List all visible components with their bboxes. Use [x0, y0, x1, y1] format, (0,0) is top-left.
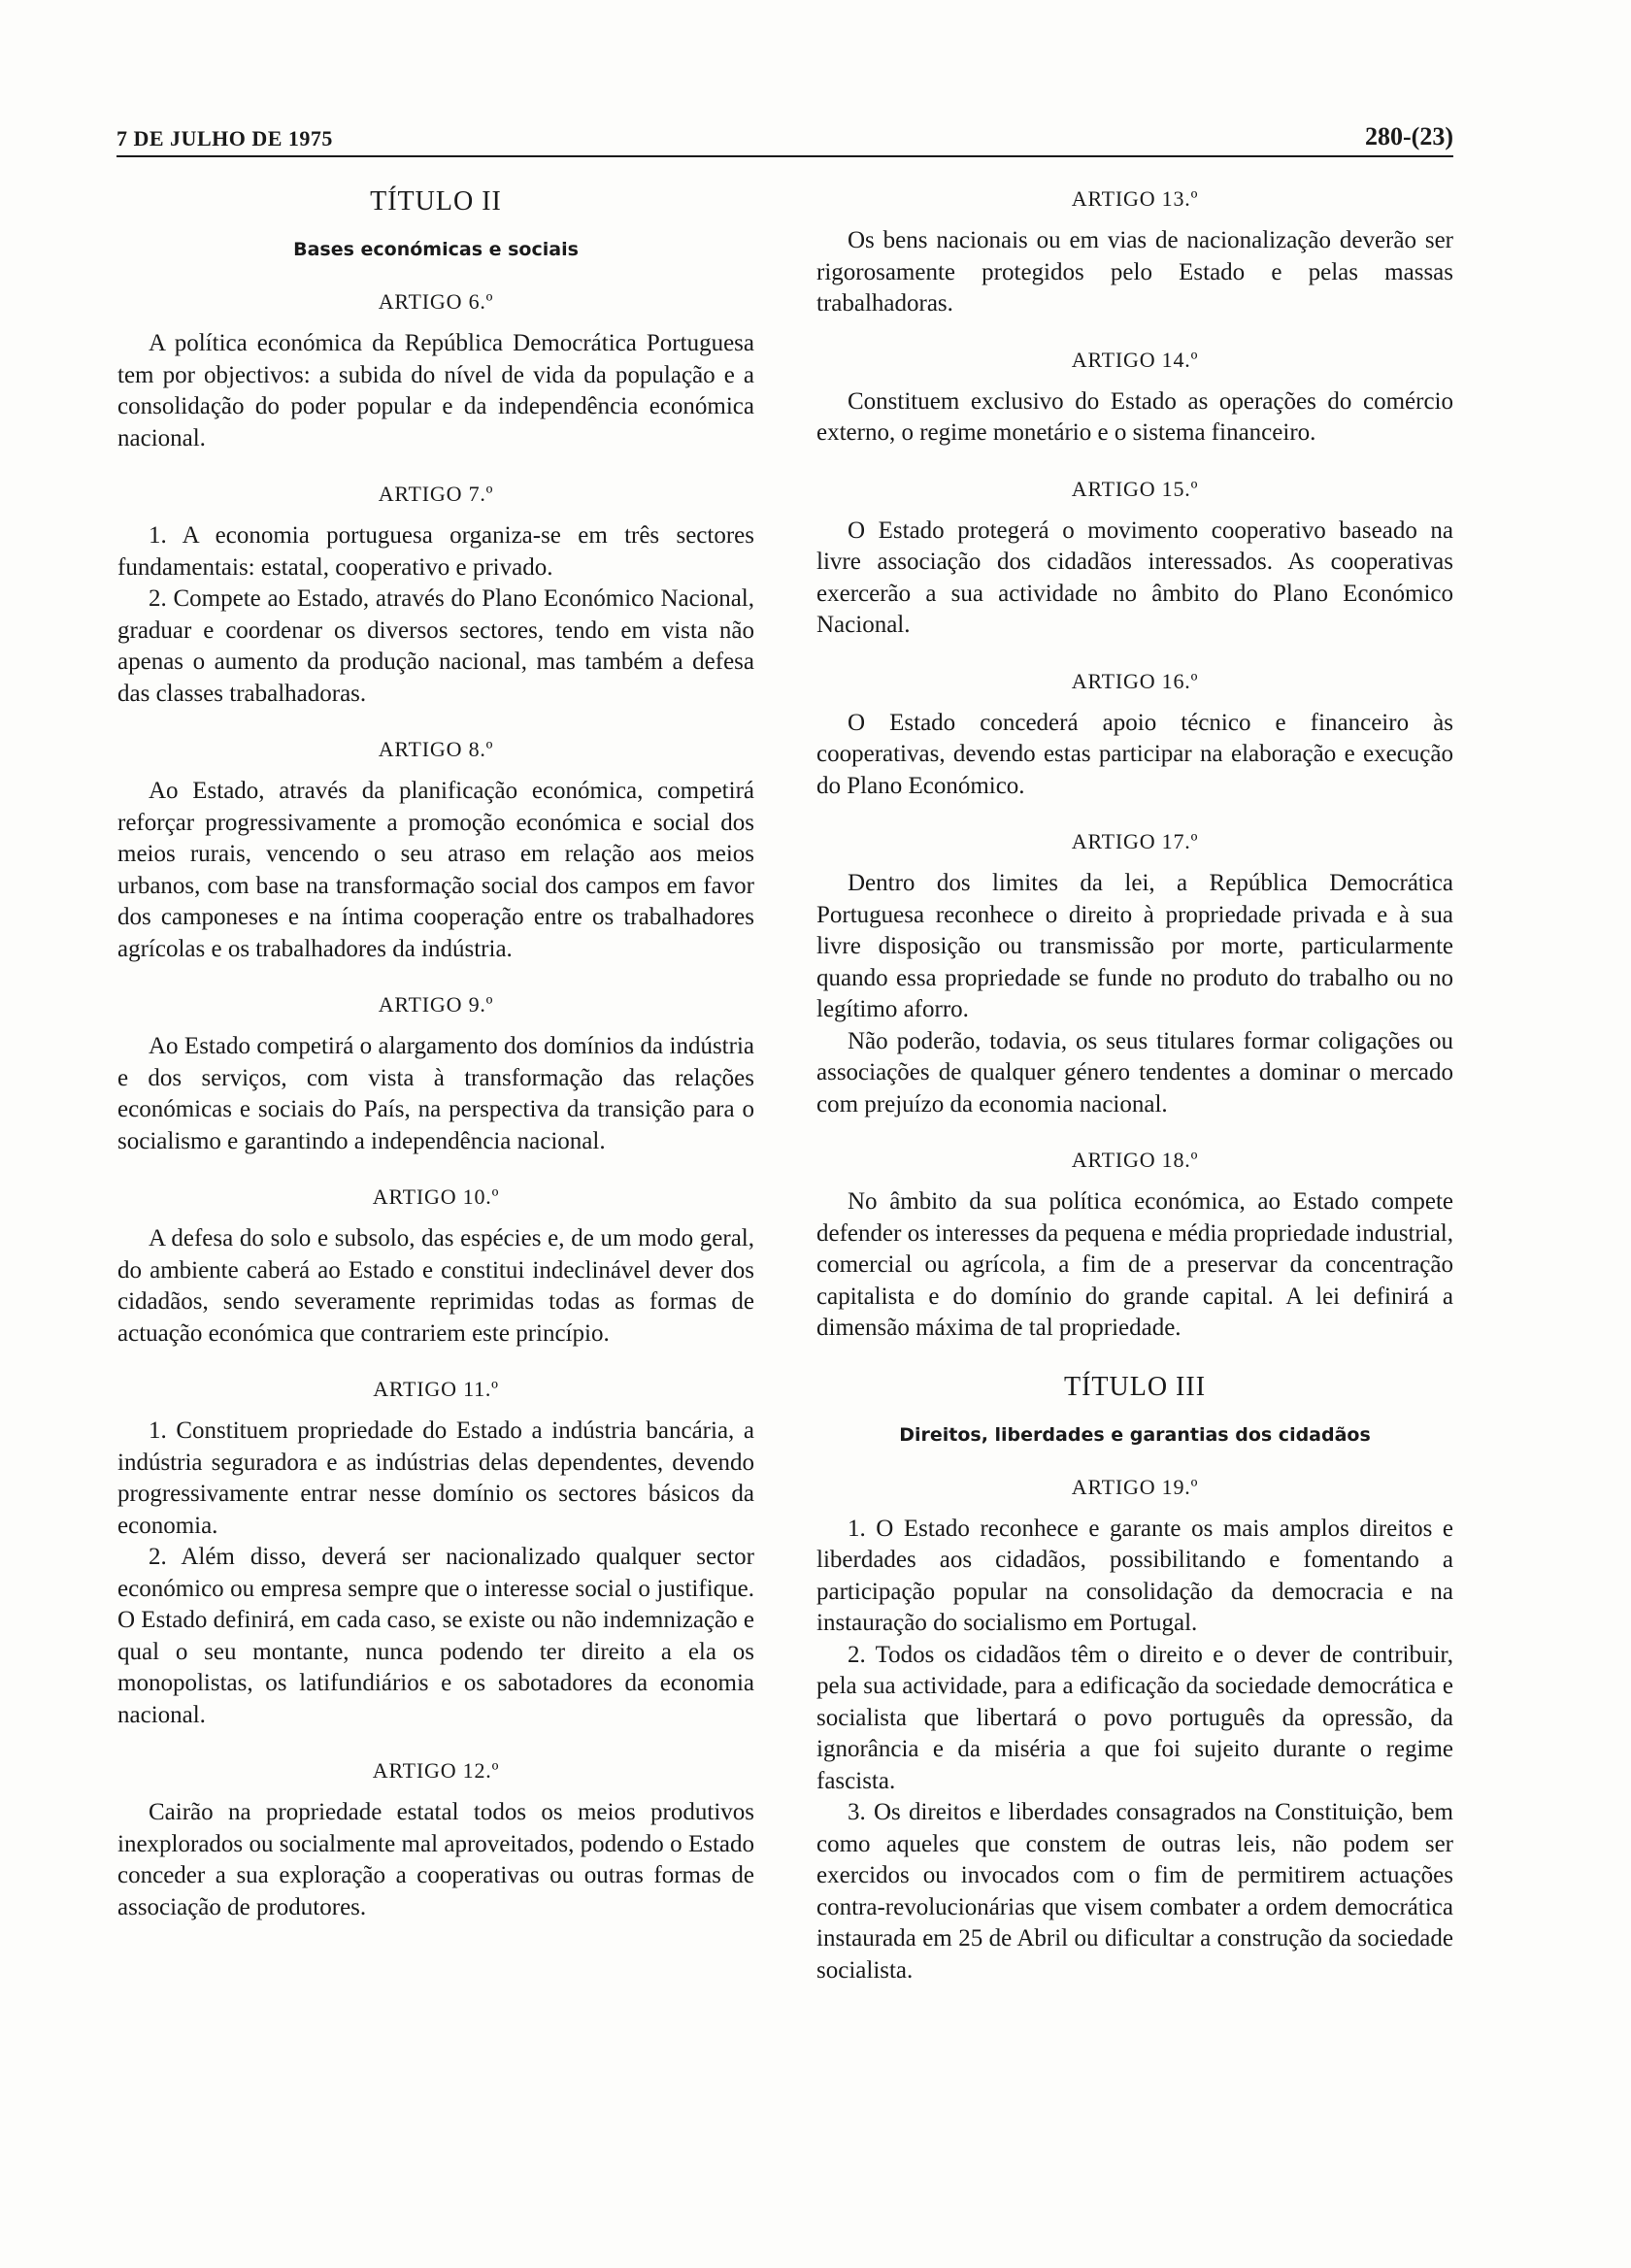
article-heading: ARTIGO 13.º [1071, 186, 1199, 211]
header-date: 7 DE JULHO DE 1975 [116, 126, 333, 150]
article [816, 1146, 1453, 1345]
article-paragraph: A defesa do solo e subsolo, das espécies e, de um modo geral, do ambiente caberá ao Estado e constitui indeclinável dever dos cidadãos, sendo severamente reprimidas todas as formas de actuação económica que contrariem este princípio. [117, 1225, 754, 1347]
article-heading: ARTIGO 15.º [1071, 476, 1199, 501]
article [816, 346, 1453, 450]
section-subtitle: Direitos, liberdades e garantias dos cidadãos [899, 1423, 1371, 1446]
article-paragraph: O Estado protegerá o movimento cooperativo baseado na livre associação dos cidadãos interessados. As cooperativas exercerão a sua actividade no âmbito do Plano Económico Nacional. [816, 517, 1453, 638]
article-paragraph: Ao Estado competirá o alargamento dos domínios da indústria e dos serviços, com vista à transformação das relações económicas e sociais do País, na perspectiva da transição para o socialismo e garantindo a independência nacional. [117, 1033, 754, 1154]
header-page-number: 280-(23) [1365, 122, 1453, 150]
header-rule [116, 155, 1453, 157]
page-header [116, 117, 1453, 159]
article [816, 184, 1453, 320]
article-heading: ARTIGO 11.º [373, 1377, 499, 1401]
article [117, 1375, 754, 1731]
article-paragraph: Os bens nacionais ou em vias de nacionalização deverão ser rigorosamente protegidos pelo Estado e pelas massas trabalhadoras. [816, 227, 1453, 317]
article-paragraph: 1. Constituem propriedade do Estado a indústria bancária, a indústria seguradora e as indústrias delas dependentes, devendo progressivamente entrar nesse domínio os sectores básicos da economia. [117, 1418, 754, 1539]
article [816, 827, 1453, 1120]
article-paragraph: Dentro dos limites da lei, a República Democrática Portuguesa reconhece o direito à propriedade privada e à sua livre disposição ou transmissão por morte, particularmente quando essa propriedade se funde no produto do trabalho ou no legítimo aforro. [816, 870, 1453, 1022]
article-heading: ARTIGO 18.º [1071, 1148, 1199, 1172]
article-paragraph: 1. A economia portuguesa organiza-se em três sectores fundamentais: estatal, cooperativo e privado. [117, 522, 754, 581]
article [117, 480, 754, 710]
article-heading: ARTIGO 8.º [378, 737, 494, 761]
article-heading: ARTIGO 10.º [372, 1184, 500, 1209]
article [117, 990, 754, 1157]
article-heading: ARTIGO 16.º [1071, 668, 1199, 693]
article-heading: ARTIGO 19.º [1071, 1474, 1199, 1499]
article-paragraph: Cairão na propriedade estatal todos os meios produtivos inexplorados ou socialmente mal aproveitados, podendo o Estado conceder a sua exploração a cooperativas ou outras formas de associação de produtores. [117, 1799, 754, 1920]
article-paragraph: 1. O Estado reconhece e garante os mais amplos direitos e liberdades aos cidadãos, possibilitando e fomentando a participação popular na consolidação da democracia e na instauração do socialismo em Portugal. [816, 1515, 1453, 1636]
section-title: TÍTULO II [370, 186, 502, 217]
article-paragraph: 2. Todos os cidadãos têm o direito e o dever de contribuir, pela sua actividade, para a edificação da sociedade democrática e socialista que libertará o povo português da opressão, da ignorância e da miséria a que foi sujeito durante o regime fascista. [816, 1641, 1453, 1794]
article-paragraph: 2. Compete ao Estado, através do Plano Económico Nacional, graduar e coordenar os diversos sectores, tendo em vista não apenas o aumento da produção nacional, mas também a defesa das classes trabalhadoras. [117, 585, 754, 707]
section-subtitle: Bases económicas e sociais [293, 239, 579, 260]
article-paragraph: O Estado concederá apoio técnico e financeiro às cooperativas, devendo estas participar na elaboração e execução do Plano Económico. [816, 709, 1453, 799]
right-column [816, 184, 1453, 2012]
article [117, 735, 754, 965]
article [117, 287, 754, 454]
article-heading: ARTIGO 6.º [378, 289, 494, 314]
article-paragraph: 2. Além disso, deverá ser nacionalizado qualquer sector económico ou empresa sempre que o interesse social o justifique. O Estado definirá, em cada caso, se existe ou não indemnização e qual o seu montante, nunca podendo ter direito a ela os monopolistas, os latifundiários e os sabotadores da economia nacional. [117, 1544, 754, 1728]
article-heading: ARTIGO 9.º [378, 992, 494, 1017]
article-paragraph: 3. Os direitos e liberdades consagrados na Constituição, bem como aqueles que constem de outras leis, não podem ser exercidos ou invocados com o fim de permitirem actuações contra-revolucionárias que visem combater a ordem democrática instaurada em 25 de Abril ou dificultar a construção da sociedade socialista. [816, 1799, 1453, 1984]
article-heading: ARTIGO 7.º [378, 482, 494, 506]
article [117, 1756, 754, 1923]
article [117, 1183, 754, 1350]
article-heading: ARTIGO 14.º [1071, 347, 1199, 372]
article [816, 667, 1453, 803]
article-paragraph: Não poderão, todavia, os seus titulares formar coligações ou associações de qualquer género tendentes a dominar o mercado com prejuízo da economia nacional. [816, 1027, 1453, 1117]
article [816, 1473, 1453, 1987]
article-paragraph: Constituem exclusivo do Estado as operações do comércio externo, o regime monetário e o sistema financeiro. [816, 387, 1453, 446]
section-title: TÍTULO III [1063, 1371, 1207, 1402]
article-heading: ARTIGO 12.º [372, 1758, 500, 1783]
article-paragraph: A política económica da República Democrática Portuguesa tem por objectivos: a subida do nível de vida da população e a consolidação do poder popular e da independência económica nacional. [117, 330, 754, 451]
article-paragraph: No âmbito da sua política económica, ao Estado compete defender os interesses da pequena e média propriedade industrial, comercial ou agrícola, a fim de a preservar da concentração capitalista e do domínio do grande capital. A lei definirá a dimensão máxima de tal propriedade. [816, 1188, 1453, 1341]
left-column [117, 184, 754, 1949]
article-paragraph: Ao Estado, através da planificação económica, competirá reforçar progressivamente a promoção económica e social dos meios rurais, vencendo o seu atraso em relação aos meios urbanos, com base na transformação social dos campos em favor dos camponeses e na íntima cooperação entre os trabalhadores agrícolas e os trabalhadores da indústria. [117, 778, 754, 962]
article [816, 475, 1453, 642]
article-heading: ARTIGO 17.º [1071, 829, 1199, 853]
